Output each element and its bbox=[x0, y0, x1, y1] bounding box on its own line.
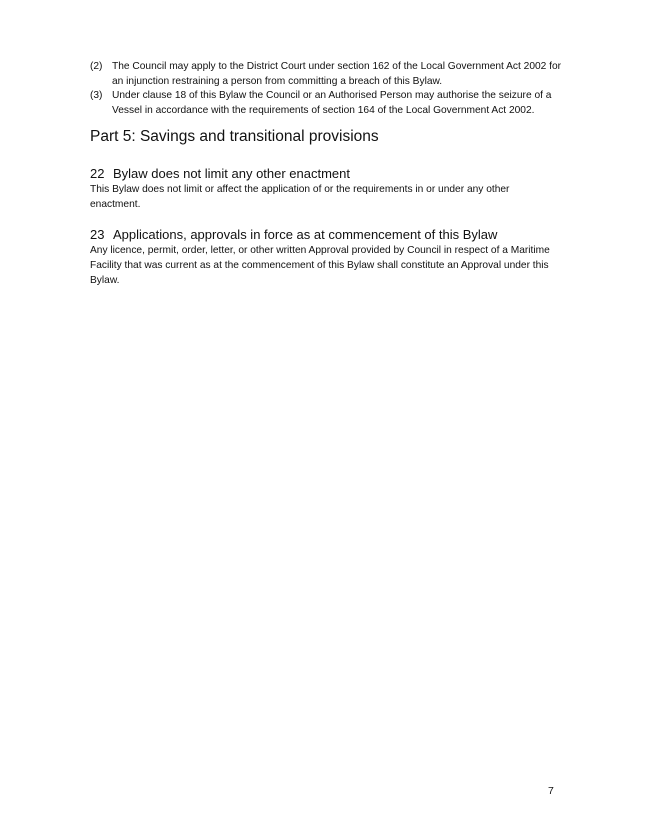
subclause-number: (2) bbox=[90, 61, 103, 72]
clause-number: 23 bbox=[90, 227, 105, 242]
clause-23-body: Any licence, permit, order, letter, or other written Approval provided by Council in respect of a Maritime Facility that was current as at the commencement of this Bylaw shall constitute an Approval under this Bylaw. bbox=[90, 245, 550, 286]
clause-23-heading bbox=[90, 226, 497, 243]
clause-22-heading bbox=[90, 165, 350, 182]
clause-title: Bylaw does not limit any other enactment bbox=[113, 166, 351, 181]
subclause-text: Under clause 18 of this Bylaw the Council or an Authorised Person may authorise the seizure of a Vessel in accordance with the requirements of section 164 of the Local Government Act 2002. bbox=[112, 90, 552, 116]
page-number: 7 bbox=[548, 785, 554, 797]
subclause-text: The Council may apply to the District Court under section 162 of the Local Government Act 2002 for an injunction restraining a person from committing a breach of this Bylaw. bbox=[112, 61, 562, 87]
clause-22-body: This Bylaw does not limit or affect the application of or the requirements in or under any other enactment. bbox=[90, 184, 510, 210]
clause-number: 22 bbox=[90, 166, 105, 181]
clause-title: Applications, approvals in force as at commencement of this Bylaw bbox=[113, 227, 498, 242]
subclause-number: (3) bbox=[90, 90, 103, 101]
part-heading: Part 5: Savings and transitional provisions bbox=[90, 128, 379, 145]
